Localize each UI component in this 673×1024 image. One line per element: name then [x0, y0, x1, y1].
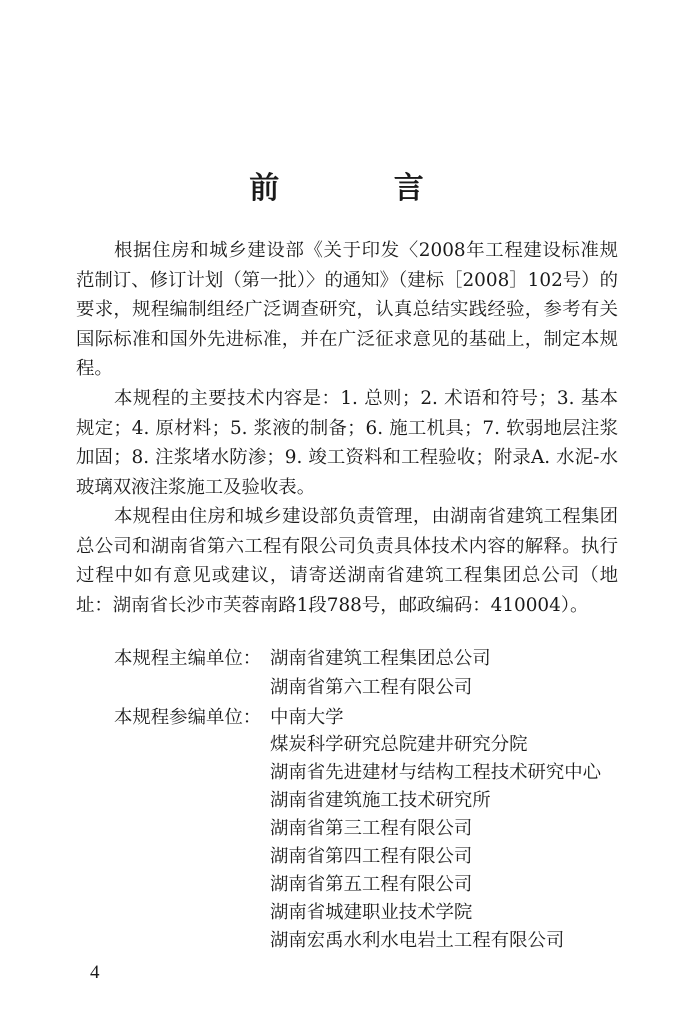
participating-editor-row — [114, 758, 601, 788]
paragraph-contents: 本规程的主要技术内容是：1. 总则；2. 术语和符号；3. 基本规定；4. 原材料；5. 浆液的制备；6. 施工机具；7. 软弱地层注浆加固；8. 注浆堵水防渗；9. 竣工资料和工程验收；附录A. 水泥-水玻璃双液注浆施工及验收表。 — [76, 388, 618, 498]
participating-editor-row — [114, 898, 472, 928]
participating-editor-unit: 湖南省先进建材与结构工程技术研究中心 — [270, 762, 602, 783]
chief-editor-row — [114, 673, 472, 703]
page-number: 4 — [90, 962, 100, 983]
participating-editor-row — [114, 814, 472, 844]
participating-editor-row — [114, 786, 491, 816]
participating-editor-unit: 中南大学 — [270, 707, 344, 728]
participating-editor-unit: 煤炭科学研究总院建井研究分院 — [270, 734, 528, 755]
participating-editor-unit: 湖南省城建职业技术学院 — [270, 902, 473, 923]
participating-editor-unit: 湖南省建筑施工技术研究所 — [270, 790, 491, 811]
participating-editor-row — [114, 703, 344, 733]
chief-editor-unit: 湖南省第六工程有限公司 — [270, 677, 473, 698]
participating-editor-row — [114, 926, 564, 956]
paragraph-background: 根据住房和城乡建设部《关于印发〈2008年工程建设标准规范制订、修订计划（第一批）〉的通知》（建标［2008］102号）的要求，规程编制组经广泛调查研究，认真总结实践经验，参考有关国际标准和国外先进标准，并在广泛征求意见的基础上，制定本规程。 — [76, 240, 618, 379]
page-title: 前 言 — [249, 171, 476, 206]
participating-editors-label: 本规程参编单位： — [114, 707, 262, 728]
participating-editor-unit: 湖南宏禹水利水电岩土工程有限公司 — [270, 930, 565, 951]
participating-editor-row — [114, 870, 472, 900]
participating-editor-unit: 湖南省第五工程有限公司 — [270, 874, 473, 895]
chief-editor-unit: 湖南省建筑工程集团总公司 — [270, 648, 491, 669]
participating-editor-row — [114, 842, 472, 872]
participating-editor-unit: 湖南省第四工程有限公司 — [270, 846, 473, 867]
chief-editors-label: 本规程主编单位： — [114, 648, 262, 669]
participating-editor-row — [114, 730, 527, 760]
chief-editor-row — [114, 644, 491, 674]
paragraph-management: 本规程由住房和城乡建设部负责管理，由湖南省建筑工程集团总公司和湖南省第六工程有限公司负责具体技术内容的解释。执行过程中如有意见或建议，请寄送湖南省建筑工程集团总公司（地址：湖南省长沙市芙蓉南路1段788号，邮政编码：410004）。 — [76, 506, 618, 616]
participating-editor-unit: 湖南省第三工程有限公司 — [270, 818, 473, 839]
